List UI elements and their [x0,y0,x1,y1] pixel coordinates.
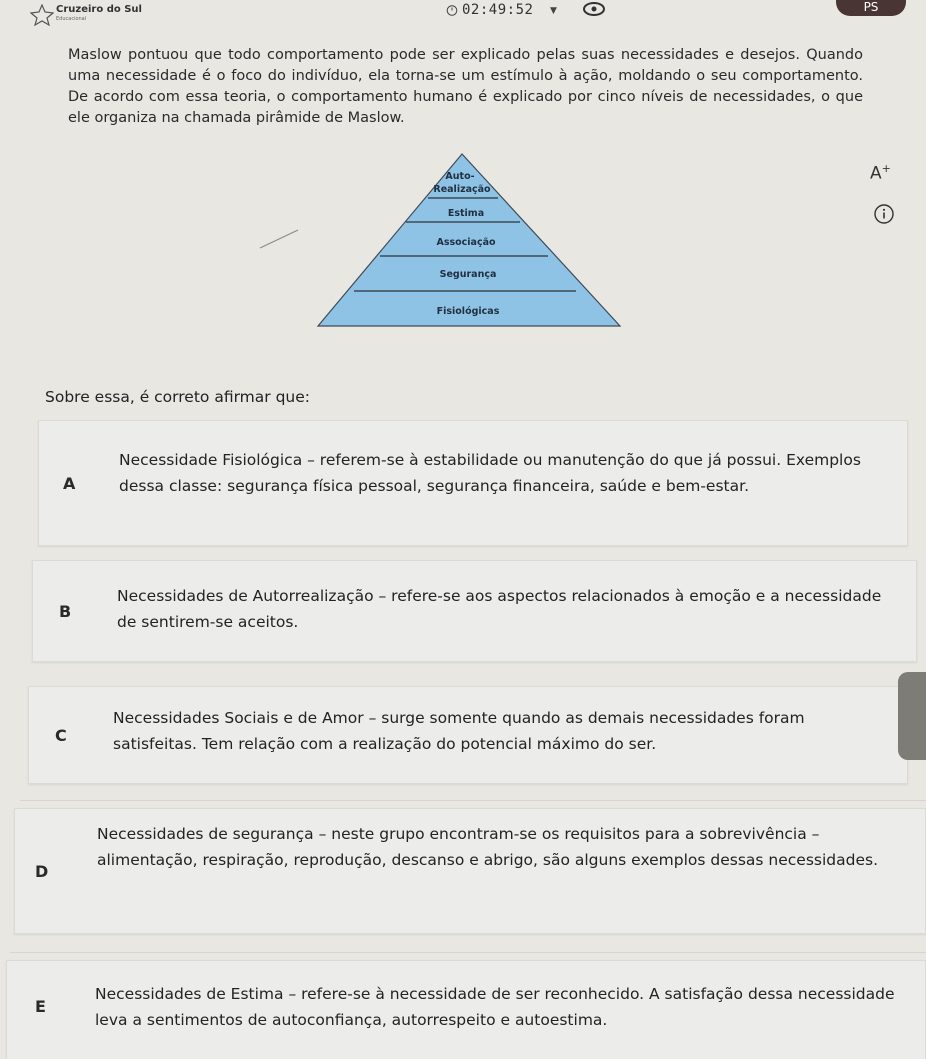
scrollbar-thumb[interactable] [898,672,926,760]
question-prompt: Sobre essa, é correto afirmar que: [45,388,310,406]
option-d[interactable] [14,808,926,934]
pyramid-label-fisiologicas: Fisiológicas [436,306,500,317]
timer-icon [446,4,458,16]
pyramid-label-estima: Estima [447,208,485,219]
option-text: Necessidade Fisiológica – referem-se à estabilidade ou manutenção do que já possui. Exemplos dessa classe: segurança física pessoal, segurança financeira, saúde e bem-estar. [119,451,861,495]
option-letter: E [35,996,46,1016]
divider [10,952,926,953]
brand-name: Cruzeiro do Sul [56,4,142,15]
exam-timer: 02:49:52 [462,2,534,18]
option-letter: B [59,601,72,621]
pyramid-label-auto: Auto- [445,171,475,182]
font-size-increase-button[interactable] [870,162,891,184]
maslow-pyramid [300,148,640,338]
option-b[interactable] [32,560,917,662]
option-letter: D [35,861,49,881]
pyramid-label-associacao: Associação [436,237,496,248]
brand-subtitle: Educacional [56,16,87,22]
user-badge[interactable]: PS [836,0,906,16]
option-c[interactable] [28,686,908,784]
option-letter: C [55,725,67,745]
cruzeiro-logo-icon [30,4,54,26]
eye-icon[interactable] [582,1,606,17]
option-a[interactable] [38,420,908,546]
font-size-label: A [870,163,882,184]
option-text: Necessidades de Estima – refere-se à necessidade de ser reconhecido. A satisfação dessa necessidade leva a sentimentos de autoconfiança, autorrespeito e autoestima. [95,985,895,1029]
option-e[interactable] [6,960,926,1059]
option-letter: A [63,473,76,493]
option-text: Necessidades de Autorrealização – refere-se aos aspectos relacionados à emoção e a necessidade de sentirem-se aceitos. [117,587,882,631]
option-text: Necessidades Sociais e de Amor – surge somente quando as demais necessidades foram satisfeitas. Tem relação com a realização do potencial máximo do ser. [113,709,805,753]
top-bar [0,0,926,32]
pyramid-label-realizacao: Realização [433,184,491,195]
option-text: Necessidades de segurança – neste grupo encontram-se os requisitos para a sobrevivência – alimentação, respiração, reprodução, descanso e abrigo, são alguns exemplos dessas necessidades. [97,825,879,869]
chevron-down-icon[interactable]: ▼ [550,6,557,16]
divider [20,800,926,801]
pyramid-label-seguranca: Segurança [439,269,497,280]
info-icon[interactable] [873,203,895,225]
font-size-plus: + [881,162,891,175]
question-intro-text: Maslow pontuou que todo comportamento pode ser explicado pelas suas necessidades e desejos. Quando uma necessidade é o foco do indivíduo, ela torna-se um estímulo à ação, moldando o seu comportamento. De acordo com essa teoria, o comportamento humano é explicado por cinco níveis de necessidades, o que ele organiza na chamada pirâmide de Maslow. [68,47,863,126]
